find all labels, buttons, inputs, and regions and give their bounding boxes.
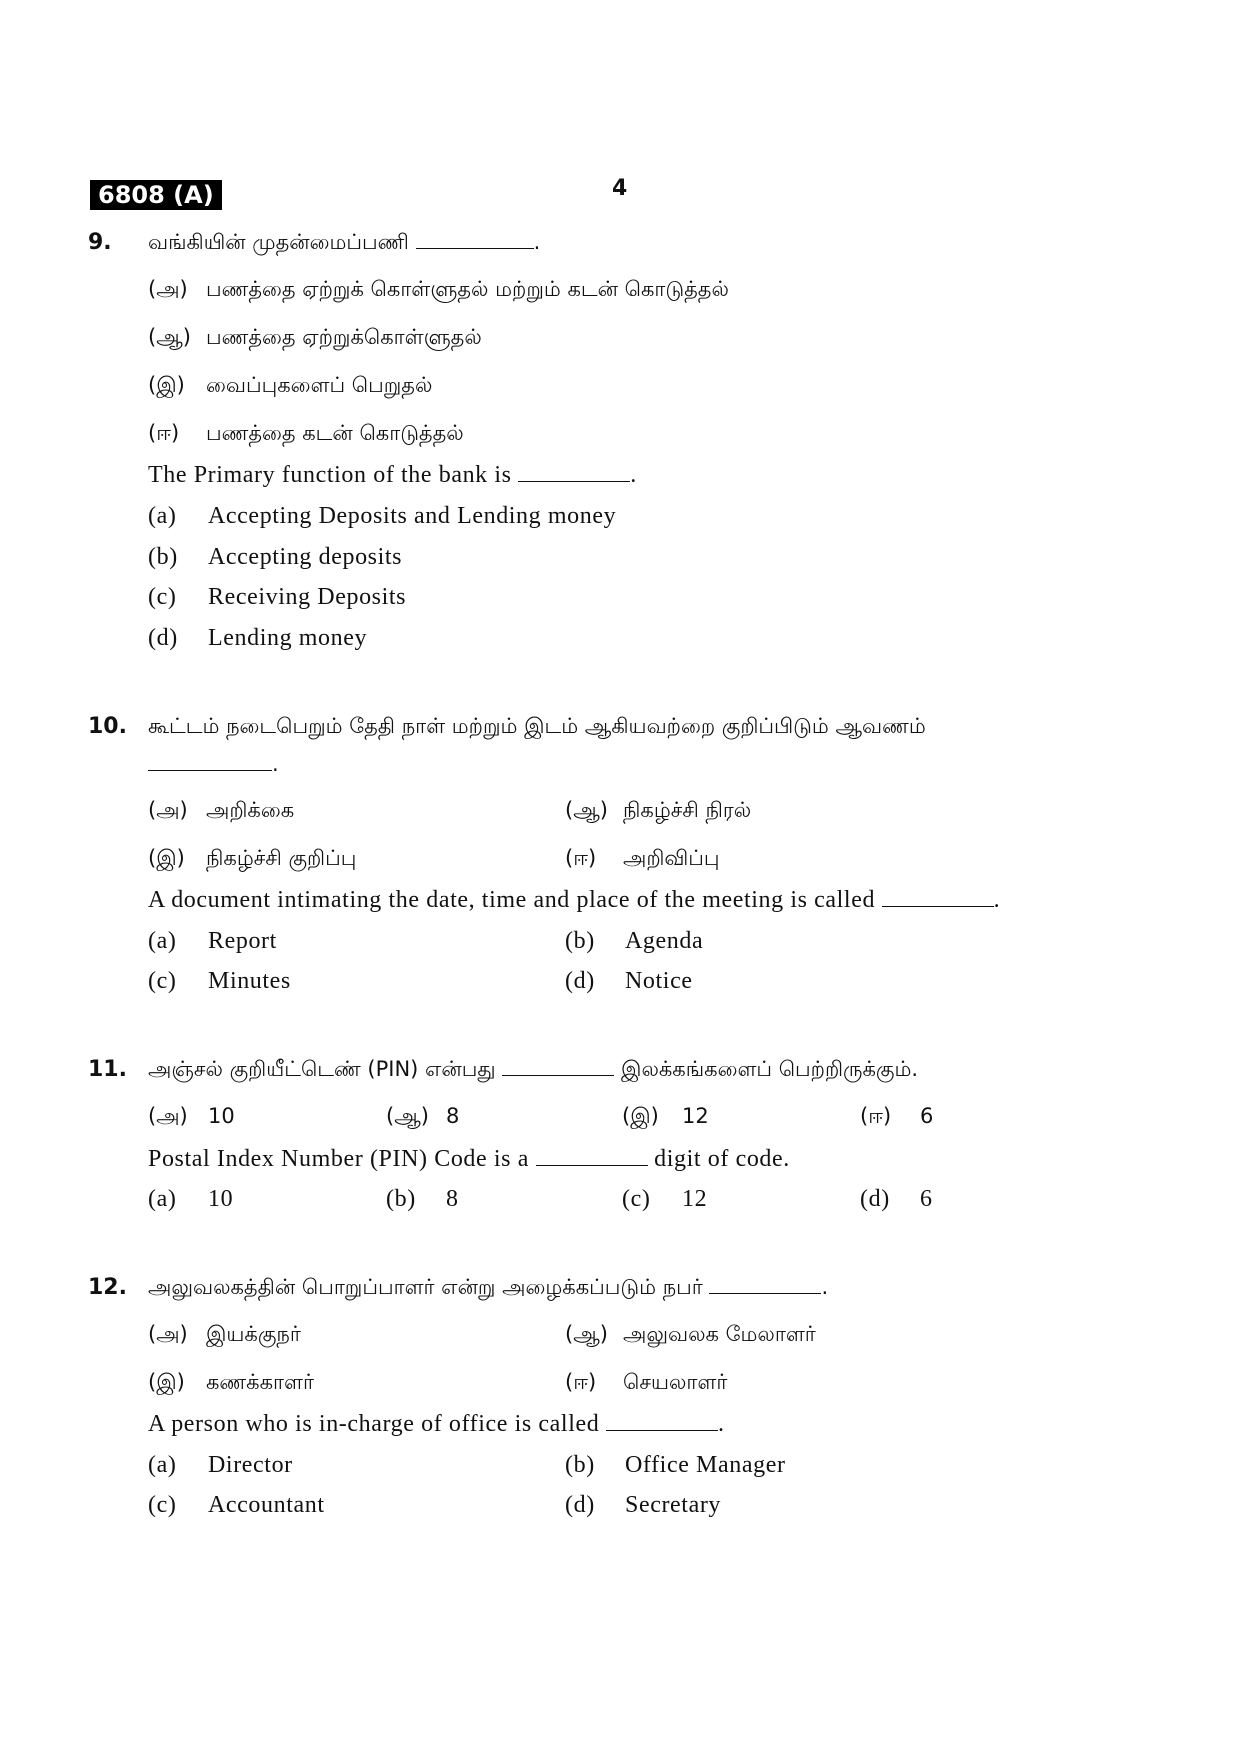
option-tamil-c: (இ) நிகழ்ச்சி குறிப்பு: [148, 846, 357, 870]
option-english-c: (c) Minutes: [148, 968, 291, 994]
question-stem-english: A person who is in-charge of office is called .: [148, 1411, 725, 1437]
option-tamil-b: (ஆ) அலுவலக மேலாளர்: [565, 1322, 816, 1346]
answer-blank: [502, 1074, 614, 1076]
question-number: 12.: [88, 1275, 127, 1300]
question-number: 9.: [88, 230, 112, 255]
option-english-b: (b) Agenda: [565, 928, 704, 954]
option-tamil-b: (ஆ) நிகழ்ச்சி நிரல்: [565, 798, 752, 822]
option-tamil-a: (அ) இயக்குநர்: [148, 1322, 301, 1346]
answer-blank: [148, 769, 272, 771]
option-english-c: (c) Receiving Deposits: [148, 584, 407, 610]
option-tamil-b: (ஆ) பணத்தை ஏற்றுக்கொள்ளுதல்: [148, 325, 482, 349]
question-stem-blank-line: .: [148, 752, 279, 776]
answer-blank: [416, 247, 534, 249]
question-stem-english: A document intimating the date, time and place of the meeting is called .: [148, 887, 1001, 913]
question-stem-english: Postal Index Number (PIN) Code is a digit of code.: [148, 1146, 790, 1172]
question-stem-english: The Primary function of the bank is .: [148, 462, 637, 488]
answer-blank: [606, 1429, 718, 1431]
option-english-a: (a) Report: [148, 928, 277, 954]
question-stem-tamil: வங்கியின் முதன்மைப்பணி .: [148, 230, 541, 254]
option-tamil-c: (இ) 12: [622, 1104, 709, 1128]
option-tamil-d: (ஈ) 6: [860, 1104, 934, 1128]
option-english-d: (d) Secretary: [565, 1492, 722, 1518]
answer-blank: [882, 905, 994, 907]
paper-code-badge: 6808 (A): [90, 180, 222, 210]
answer-blank: [518, 480, 630, 482]
question-stem-tamil: அலுவலகத்தின் பொறுப்பாளர் என்று அழைக்கப்படும் நபர் .: [148, 1275, 829, 1299]
page-number: 4: [612, 176, 628, 201]
option-english-c: (c) Accountant: [148, 1492, 325, 1518]
question-number: 11.: [88, 1057, 127, 1082]
option-tamil-d: (ஈ) செயலாளர்: [565, 1370, 728, 1394]
option-tamil-a: (அ) அறிக்கை: [148, 798, 295, 822]
option-tamil-d: (ஈ) அறிவிப்பு: [565, 846, 720, 870]
option-english-d: (d) 6: [860, 1186, 933, 1212]
option-tamil-a: (அ) பணத்தை ஏற்றுக் கொள்ளுதல் மற்றும் கடன் கொடுத்தல்: [148, 277, 729, 301]
option-english-c: (c) 12: [622, 1186, 708, 1212]
question-stem-tamil: கூட்டம் நடைபெறும் தேதி நாள் மற்றும் இடம் ஆகியவற்றை குறிப்பிடும் ஆவணம்: [148, 714, 926, 738]
answer-blank: [709, 1292, 821, 1294]
option-english-d: (d) Notice: [565, 968, 693, 994]
option-english-b: (b) Office Manager: [565, 1452, 786, 1478]
question-stem-tamil: அஞ்சல் குறியீட்டெண் (PIN) என்பது இலக்கங்களைப் பெற்றிருக்கும்.: [148, 1057, 919, 1081]
option-tamil-c: (இ) கணக்காளர்: [148, 1370, 314, 1394]
answer-blank: [536, 1164, 648, 1166]
option-english-a: (a) 10: [148, 1186, 234, 1212]
option-english-a: (a) Director: [148, 1452, 293, 1478]
option-english-a: (a) Accepting Deposits and Lending money: [148, 503, 617, 529]
option-english-d: (d) Lending money: [148, 625, 368, 651]
option-tamil-c: (இ) வைப்புகளைப் பெறுதல்: [148, 373, 433, 397]
option-english-b: (b) 8: [386, 1186, 459, 1212]
option-tamil-b: (ஆ) 8: [386, 1104, 460, 1128]
option-english-b: (b) Accepting deposits: [148, 544, 403, 570]
option-tamil-d: (ஈ) பணத்தை கடன் கொடுத்தல்: [148, 421, 464, 445]
option-tamil-a: (அ) 10: [148, 1104, 235, 1128]
question-number: 10.: [88, 714, 127, 739]
